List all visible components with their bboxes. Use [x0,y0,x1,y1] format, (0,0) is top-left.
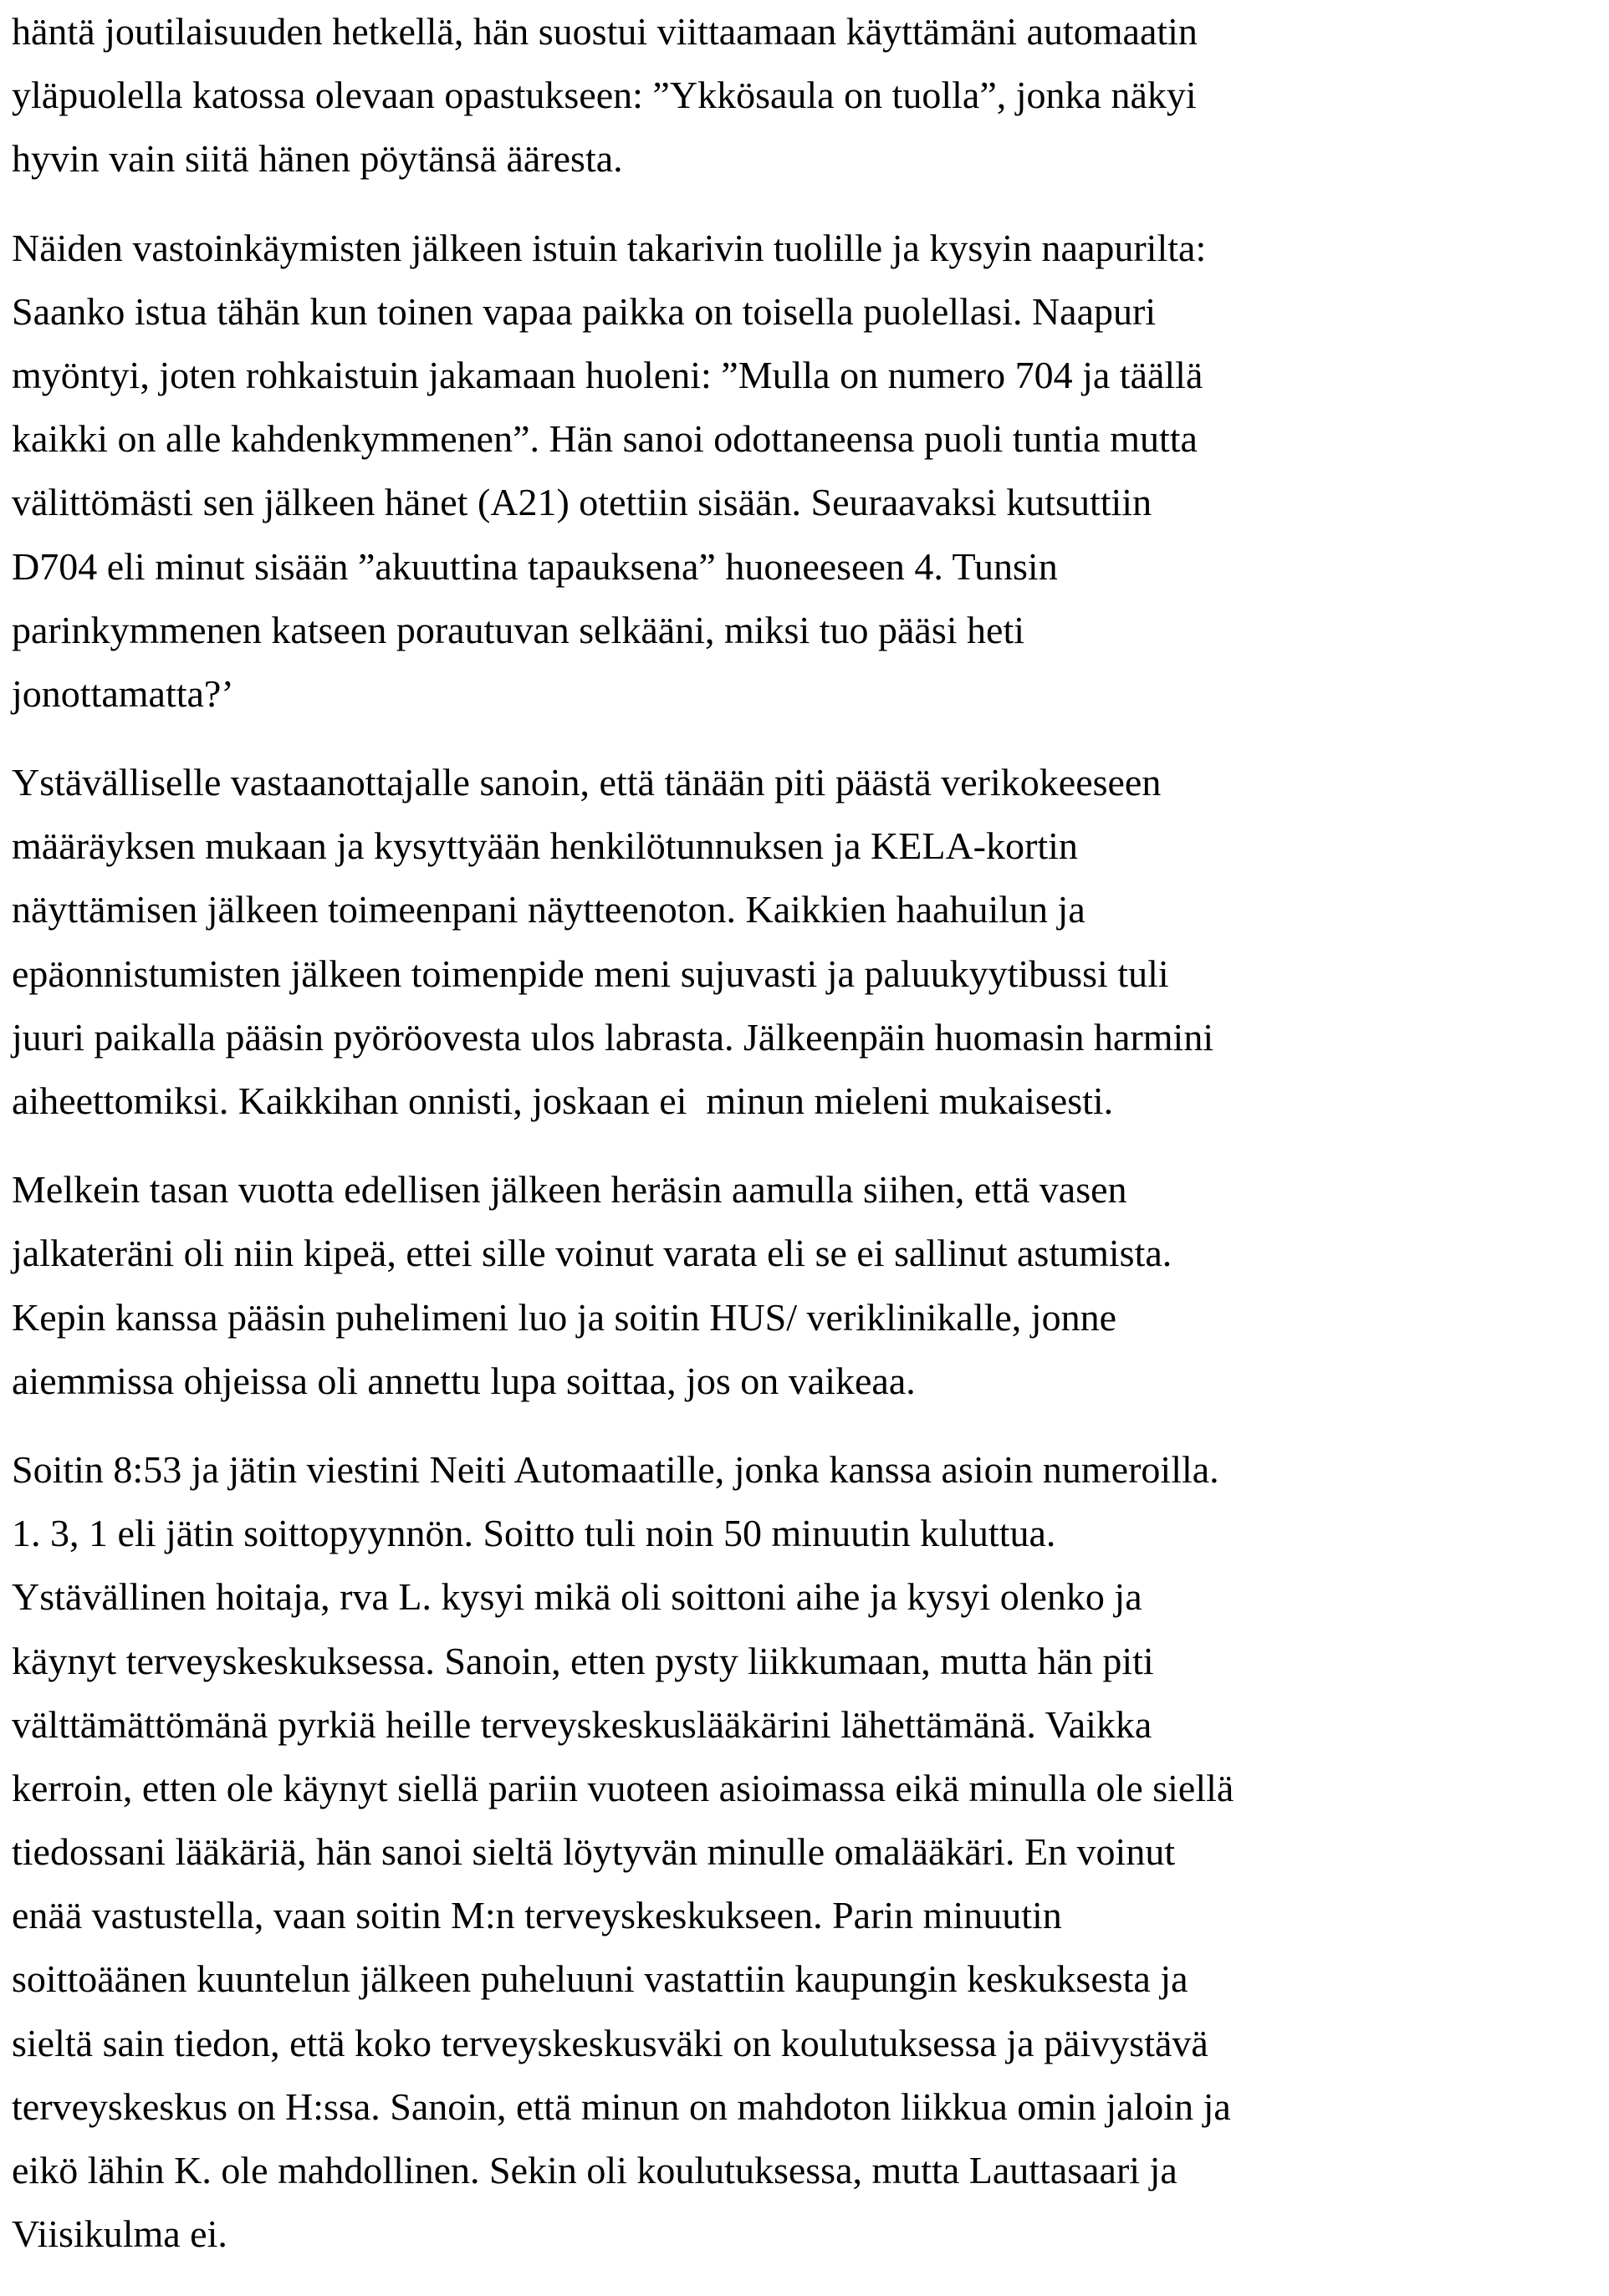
text-line: D704 eli minut sisään ”akuuttina tapauksena” huoneeseen 4. Tunsin [12,544,1058,588]
text-line: epäonnistumisten jälkeen toimenpide meni sujuvasti ja paluukyytibussi tuli [12,952,1169,995]
text-line: myöntyi, joten rohkaistuin jakamaan huoleni: ”Mulla on numero 704 ja täällä [12,353,1203,396]
text-line: Viisikulma ei. [12,2212,227,2256]
paragraph-4 [12,1158,1601,1413]
text-line: juuri paikalla pääsin pyöröovesta ulos labrasta. Jälkeenpäin huomasin harmini [12,1015,1214,1059]
text-line: kaikki on alle kahdenkymmenen”. Hän sanoi odottaneensa puoli tuntia mutta [12,417,1198,461]
text-line: käynyt terveyskeskuksessa. Sanoin, etten pysty liikkumaan, mutta hän piti [12,1639,1154,1682]
text-line: välittömästi sen jälkeen hänet (A21) otettiin sisään. Seuraavaksi kutsuttiin [12,481,1152,524]
text-line: Ystävälliselle vastaanottajalle sanoin, että tänään piti päästä verikokeeseen [12,761,1162,804]
text-line: hyvin vain siitä hänen pöytänsä ääresta. [12,137,623,181]
text-line: soittoäänen kuuntelun jälkeen puheluuni vastattiin kaupungin keskuksesta ja [12,1957,1188,2001]
text-line: parinkymmenen katseen porautuvan selkääni, miksi tuo pääsi heti [12,608,1025,651]
text-line: välttämättömänä pyrkiä heille terveyskeskuslääkärini lähettämänä. Vaikka [12,1702,1152,1746]
paragraph-3 [12,751,1601,1133]
text-line: Näiden vastoinkäymisten jälkeen istuin takarivin tuolille ja kysyin naapurilta: [12,226,1207,269]
text-line: Saanko istua tähän kun toinen vapaa paikka on toisella puolellasi. Naapuri [12,289,1157,333]
text-line: häntä joutilaisuuden hetkellä, hän suostui viittaamaan käyttämäni automaatin [12,10,1198,53]
text-line: terveyskeskus on H:ssa. Sanoin, että minun on mahdoton liikkua omin jaloin ja [12,2084,1231,2128]
text-line: 1. 3, 1 eli jätin soittopyynnön. Soitto tuli noin 50 minuutin kuluttua. [12,1512,1056,1555]
text-line: sieltä sain tiedon, että koko terveyskeskusväki on koulutuksessa ja päivystävä [12,2021,1208,2064]
text-line: kerroin, etten ole käynyt siellä pariin vuoteen asioimassa eikä minulla ole siellä [12,1766,1234,1809]
text-line: tiedossani lääkäriä, hän sanoi sieltä löytyvän minulle omalääkäri. En voinut [12,1830,1176,1874]
text-line: määräyksen mukaan ja kysyttyään henkilötunnuksen ja KELA-kortin [12,824,1078,868]
text-line: eikö lähin K. ole mahdollinen. Sekin oli koulutuksessa, mutta Lauttasaari ja [12,2149,1177,2191]
text-line: Soitin 8:53 ja jätin viestini Neiti Automaatille, jonka kanssa asioin numeroilla. [12,1447,1219,1491]
text-line: jonottamatta?’ [12,671,234,715]
text-line: Kepin kanssa pääsin puhelimeni luo ja soitin HUS/ veriklinikalle, jonne [12,1295,1116,1339]
paragraph-5 [12,1438,1601,2266]
paragraph-2 [12,217,1601,727]
document-body [12,0,1601,2266]
text-line: Ystävällinen hoitaja, rva L. kysyi mikä oli soittoni aihe ja kysyi olenko ja [12,1575,1142,1619]
text-line: näyttämisen jälkeen toimeenpani näytteenoton. Kaikkien haahuilun ja [12,888,1085,931]
text-line: aiheettomiksi. Kaikkihan onnisti, joskaan ei minun mieleni mukaisesti. [12,1079,1114,1122]
paragraph-1 [12,0,1601,191]
text-line: jalkateräni oli niin kipeä, ettei sille voinut varata eli se ei sallinut astumista. [12,1232,1172,1275]
text-line: aiemmissa ohjeissa oli annettu lupa soittaa, jos on vaikeaa. [12,1359,916,1402]
text-line: Melkein tasan vuotta edellisen jälkeen heräsin aamulla siihen, että vasen [12,1168,1127,1212]
text-line: enää vastustella, vaan soitin M:n terveyskeskukseen. Parin minuutin [12,1894,1062,1937]
text-line: yläpuolella katossa olevaan opastukseen: ”Ykkösaula on tuolla”, jonka näkyi [12,74,1197,117]
